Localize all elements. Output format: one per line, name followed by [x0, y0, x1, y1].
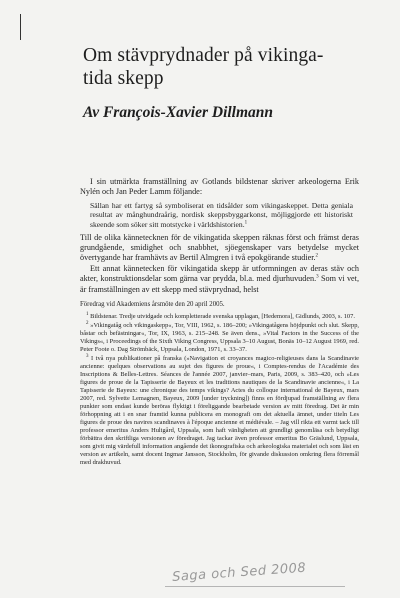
block-quote: [90, 201, 353, 230]
article-body: [80, 177, 359, 468]
handwritten-source-note: Saga och Sed 2008: [171, 560, 307, 585]
article-author: Av François-Xavier Dillmann: [83, 104, 274, 121]
footnote-ref-3[interactable]: 3: [316, 274, 319, 280]
quote-text: Sällan har ett fartyg så symboliserat en tidsålder som vikingaskeppet. Detta geniala resultat av månghundraårig, nordisk skeppsbyggarkonst, möjliggjorde ett historiskt skeende som söker sitt motstycke i världshistorien.: [90, 200, 353, 229]
paragraph-intro: I sin utmärkta framställning av Gotlands bildstenar skriver arkeologerna Erik Nylén och Jan Peder Lamm följande:: [80, 177, 359, 197]
paragraph-stem-decoration: [80, 264, 359, 295]
handwritten-underline: [165, 586, 345, 587]
footnote-3-text: I två nya publikationer på franska (»Navigation et croyances magico-religieuses dans la Scandinavie ancienne: quelques observations au sujet des figures de proue«, i Comptes-rendus de l'Académie des Inscriptions & Belles-Lettres. Séances de l'année 2007, janvier–mars, Paris, 2009, s. 383–420, och »Les figures de proue de la Tapisserie de Bayeux et les traditions nautiques de la Scandinavie ancienne«, i La Tapisserie de Bayeux: une chronique des temps vikings? Actes du colloque international de Bayeux, mars 2007, red. Sylvette Lemagnen, Bayeux, 2009 [under tryckning]) finns en fördjupad framställning av flera punkter som endast kunde beröras flyktigt i föreliggande bearbetade version av mitt föredrag. Det är min förhoppning att i en snar framtid kunna publicera en monografi om det aktuella ämnet, under titeln Les figures de proue des navires scandinaves à l'époque ancienne et médiévale. – Jag vill rikta ett varmt tack till professor emeritus Anders Hultgård, Uppsala, som haft vänligheten att grundligt genomläsa och betydligt förbättra den skriftliga versionen av föredraget. Jag tackar även professor emeritus Bo Gräslund, Uppsala, som givit mig värdefull information angående det ikonografiska och arkeologiska materialet och som läst en version av artikeln, samt docent Ingmar Jansson, Stockholm, för givande diskussion omkring flera förremål med drakhuvud.: [80, 354, 360, 466]
footnote-3-number: 3: [86, 353, 89, 359]
paragraph-stem-text-a: Ett annat kännetecken för vikingatida skepp är utformningen av deras stäv och akter, konstruktionsdelar som gärna var prydda, bl.a. med djurhuvuden.: [80, 263, 359, 284]
paragraph-ship-traits: [80, 233, 359, 264]
footnote-3: [80, 355, 359, 467]
footnote-2-text: »Vikingatåg och vikingaskepp«, Tor, VIII, 1962, s. 186–200; »Vikingatågens höjdpunkt och slut. Skepp, båstar och befästningar«, Tor, IX, 1963, s. 215–248. Se även dens., »Vital Factors in the Success of the Vikings«, i Proceedings of the Sixth Viking Congress, Uppsala 3–10 August, Bonäs 10–12 August 1969, red. Peter Foote o. Dag Strömbäck, Uppsala, London, 1971, s. 33–37.: [80, 321, 359, 353]
footnote-2: [80, 322, 359, 354]
margin-line-mark: [20, 14, 21, 40]
paragraph-stem-text-b: Som vi vet, är framställningen av ett skepp med stävprydnad, helst: [80, 274, 360, 294]
footnote-1-text: Bildstenar. Tredje utvidgade och kompletterade svenska upplagan, [Hedemora], Gidlunds, 2003, s. 107.: [90, 312, 355, 320]
footnote-1-number: 1: [86, 311, 89, 317]
footnote-2-number: 2: [86, 320, 89, 326]
footnote-ref-1[interactable]: 1: [244, 220, 248, 226]
footnote-1: [80, 313, 359, 321]
footnote-ref-2[interactable]: 2: [315, 253, 319, 259]
lecture-note: Föredrag vid Akademiens årsmöte den 20 april 2005.: [80, 301, 225, 309]
footnotes: [80, 313, 359, 467]
paragraph-ship-traits-text: Till de olika kännetecknen för de vikingatida skeppen räknas först och främst deras grundgående, smidighet och snabbhet, sjöegenskaper vars betydelse mycket övertygande har framhävts av Bertil Almgren i två epokgörande studier.: [80, 232, 359, 263]
article-title: Om stävprydnader på vikinga-tida skepp: [83, 45, 324, 89]
